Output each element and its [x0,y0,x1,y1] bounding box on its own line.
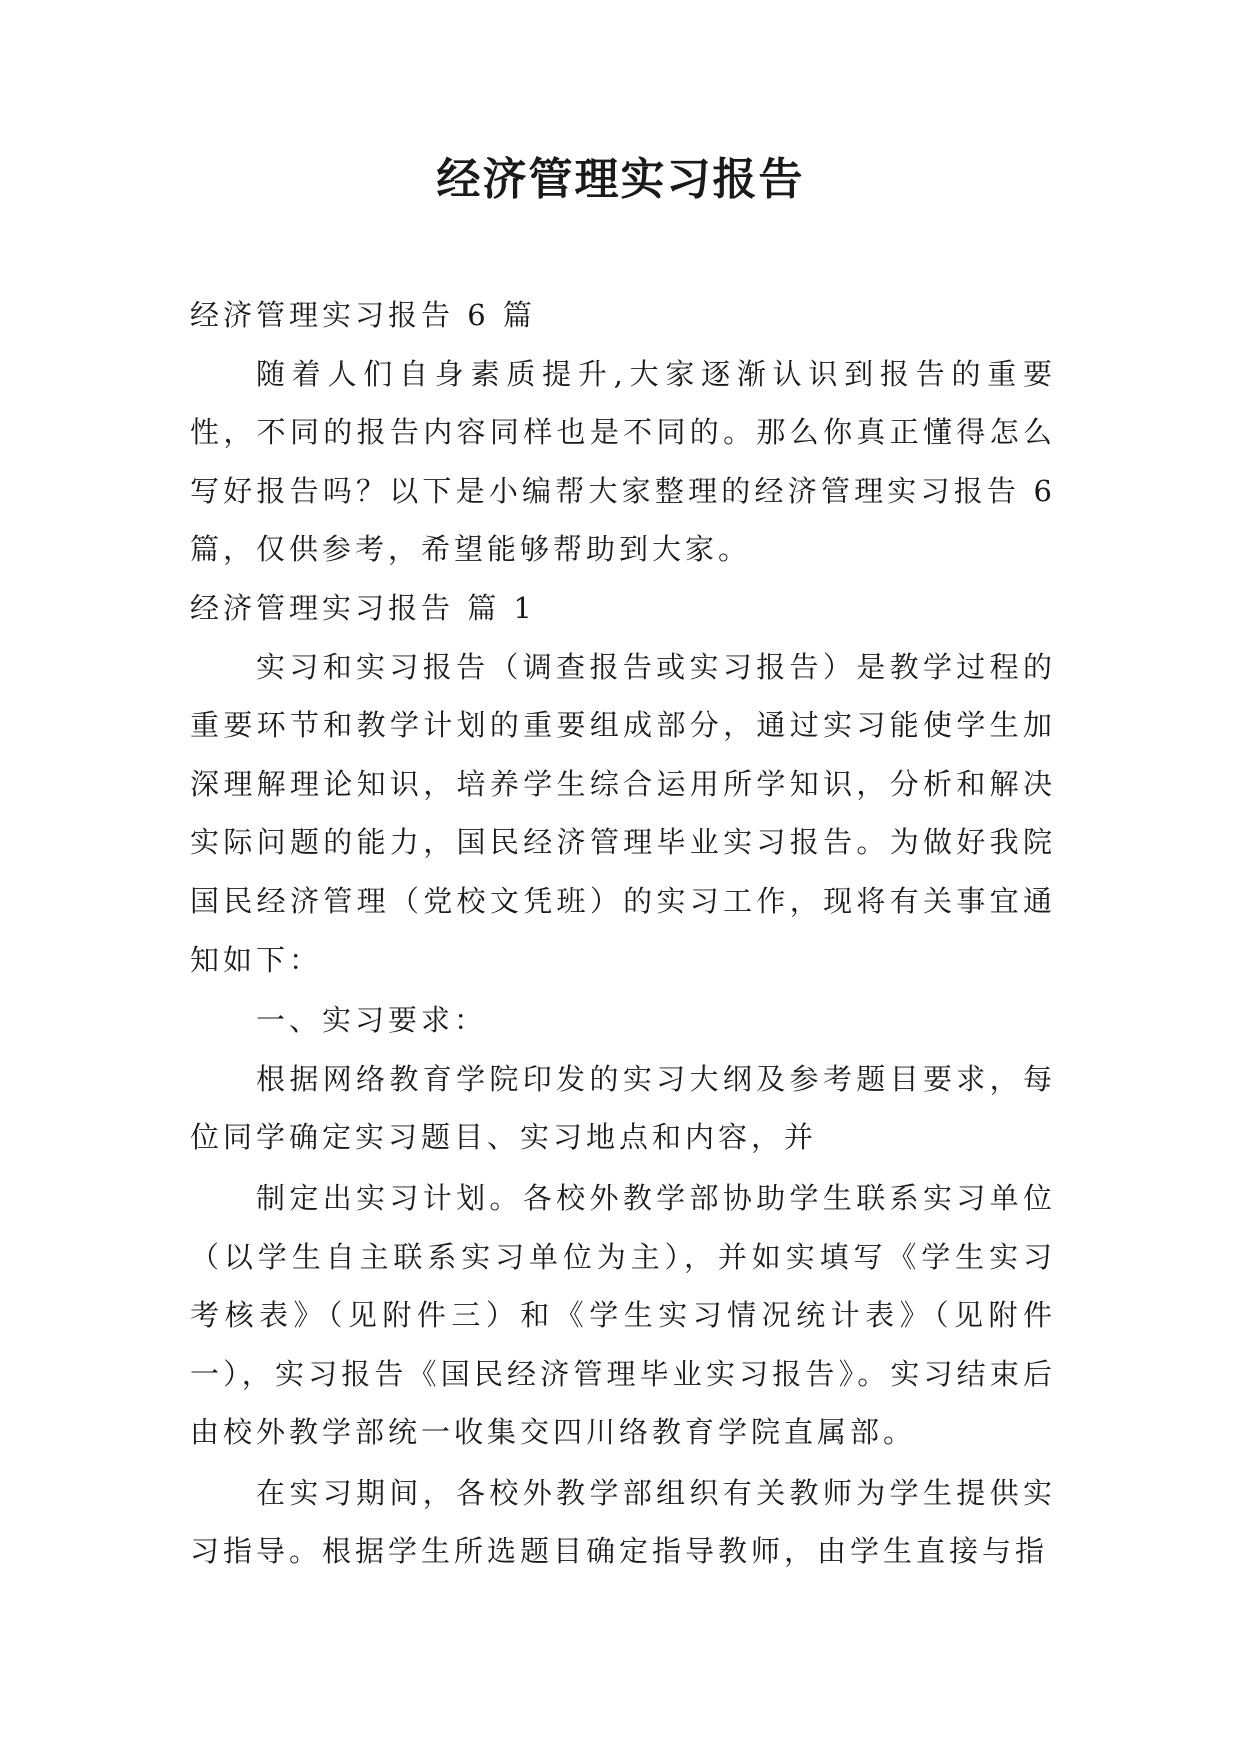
section-heading: 经济管理实习报告 篇 1 [190,590,536,625]
body-paragraph-4: 制定出实习计划。各校外教学部协助学生联系实习单位（以学生自主联系实习单位为主），并如实填写《学生实习考核表》（见附件三）和《学生实习情况统计表》（见附件一），实习报告《国民经济管理毕业实习报告》。实习结束后由校外教学部统一收集交四川络教育学院直属部。 [190,1180,1056,1450]
intro-paragraph: 随着人们自身素质提升,大家逐渐认识到报告的重要性，不同的报告内容同样也是不同的。那么你真正懂得怎么写好报告吗？以下是小编帮大家整理的经济管理实习报告 6 篇，仅供参考，希望能够帮助到大家。 [190,356,1056,567]
body-paragraph-5: 在实习期间，各校外教学部组织有关教师为学生提供实习指导。根据学生所选题目确定指导教师，由学生直接与指 [190,1475,1056,1569]
body-paragraph-1: 实习和实习报告（调查报告或实习报告）是教学过程的重要环节和教学计划的重要组成部分，通过实习能使学生加深理解理论知识，培养学生综合运用所学知识，分析和解决实际问题的能力，国民经济管理毕业实习报告。为做好我院国民经济管理（党校文凭班）的实习工作，现将有关事宜通知如下： [190,649,1056,977]
body-paragraph-2: 一、实习要求： [256,1003,488,1038]
document-body [190,286,1056,1581]
document-title: 经济管理实习报告 [436,154,805,205]
document-subtitle: 经济管理实习报告 6 篇 [190,298,536,332]
body-paragraph-3: 根据网络教育学院印发的实习大纲及参考题目要求，每位同学确定实习题目、实习地点和内容，并 [190,1061,1056,1155]
